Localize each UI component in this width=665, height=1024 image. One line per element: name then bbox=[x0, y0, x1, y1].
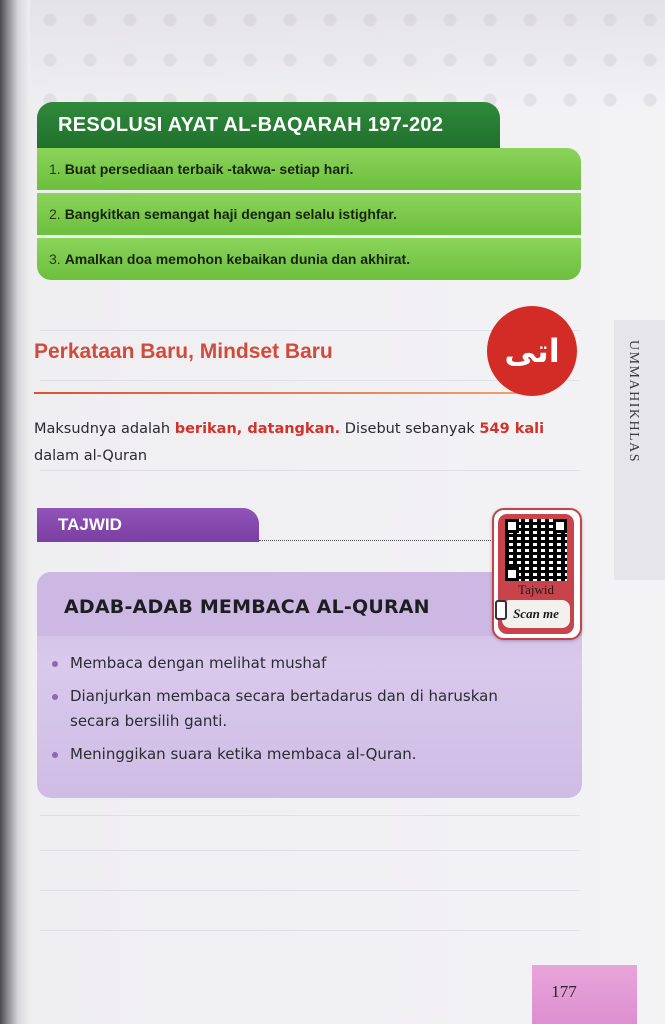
resolusi-item-number: 3. bbox=[49, 251, 61, 267]
resolusi-item bbox=[37, 238, 581, 280]
resolusi-item-text: Bangkitkan semangat haji dengan selalu istighfar. bbox=[64, 206, 397, 222]
page-number: 177 bbox=[551, 982, 577, 1001]
perkataan-divider bbox=[34, 392, 524, 394]
arabic-word-badge: اتى bbox=[487, 306, 577, 396]
qr-finder-icon bbox=[505, 519, 519, 533]
list-item bbox=[48, 684, 548, 734]
scan-me-button[interactable]: Scan me bbox=[502, 600, 570, 628]
body-highlight: berikan, datangkan. bbox=[174, 421, 341, 437]
ghost-line bbox=[40, 850, 580, 851]
resolusi-item-number: 2. bbox=[49, 206, 61, 222]
list-item-text: Dianjurkan membaca secara bertadarus dan di haruskan secara bersilih ganti. bbox=[70, 687, 498, 730]
qr-finder-icon bbox=[553, 519, 567, 533]
ghost-line bbox=[40, 815, 580, 816]
resolusi-item bbox=[37, 193, 581, 235]
body-text: dalam al-Quran bbox=[34, 448, 148, 464]
decorative-pattern bbox=[30, 0, 665, 110]
ghost-line bbox=[40, 470, 580, 471]
phone-icon bbox=[495, 600, 507, 620]
qr-finder-icon bbox=[505, 567, 519, 581]
resolusi-item bbox=[37, 148, 581, 190]
perkataan-title: Perkataan Baru, Mindset Baru bbox=[34, 340, 333, 363]
tajwid-box-title: ADAB-ADAB MEMBACA AL-QURAN bbox=[64, 596, 430, 618]
body-text: Disebut sebanyak bbox=[340, 421, 480, 437]
perkataan-body bbox=[34, 416, 594, 470]
body-count: 549 kali bbox=[479, 421, 545, 437]
body-text: Maksudnya adalah bbox=[34, 421, 175, 437]
resolusi-item-number: 1. bbox=[49, 161, 61, 177]
bullet-icon bbox=[52, 752, 58, 758]
list-item-text: Meninggikan suara ketika membaca al-Quran. bbox=[70, 745, 417, 763]
ghost-line bbox=[40, 930, 580, 931]
resolusi-title: RESOLUSI AYAT AL-BAQARAH 197-202 bbox=[58, 114, 444, 136]
list-item bbox=[48, 651, 548, 676]
ghost-line bbox=[40, 890, 580, 891]
list-item-text: Membaca dengan melihat mushaf bbox=[70, 654, 327, 672]
qr-label: Tajwid bbox=[518, 582, 554, 597]
resolusi-item-text: Amalkan doa memohon kebaikan dunia dan akhirat. bbox=[64, 251, 411, 267]
tajwid-tab-label: TAJWID bbox=[58, 515, 122, 534]
dotted-divider bbox=[259, 540, 499, 541]
bullet-icon bbox=[52, 694, 58, 700]
tajwid-list bbox=[48, 651, 548, 775]
bullet-icon bbox=[52, 661, 58, 667]
list-item bbox=[48, 742, 548, 767]
resolusi-item-text: Buat persediaan terbaik -takwa- setiap hari. bbox=[64, 161, 354, 177]
side-label: UMMAHIKHLAS bbox=[626, 340, 641, 464]
